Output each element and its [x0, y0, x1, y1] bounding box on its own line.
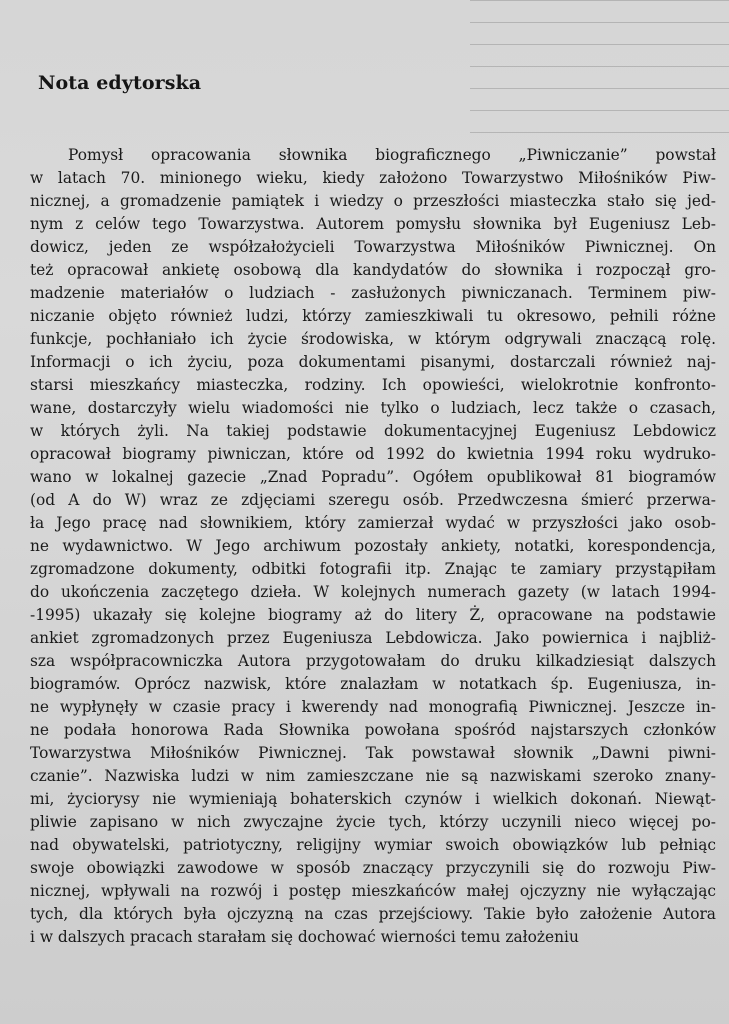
text-line: madzenie materiałów o ludziach - zasłużonych piwniczanach. Terminem piw- — [30, 284, 716, 302]
text-line: ne wydawnictwo. W Jego archiwum pozostały ankiety, notatki, korespondencja, — [30, 537, 716, 555]
text-line: i w dalszych pracach starałam się dochować wierności temu założeniu — [30, 928, 579, 946]
text-line: funkcje, pochłaniało ich życie środowiska, w którym odgrywali znaczącą rolę. — [30, 330, 716, 348]
text-line: czanie”. Nazwiska ludzi w nim zamieszczane nie są nazwiskami szeroko znany- — [30, 767, 716, 785]
text-line: tych, dla których była ojczyzną na czas przejściowy. Takie było założenie Autora — [30, 905, 716, 923]
text-line: nym z celów tego Towarzystwa. Autorem pomysłu słownika był Eugeniusz Leb- — [30, 215, 716, 233]
text-line: opracował biogramy piwniczan, które od 1992 do kwietnia 1994 roku wydruko- — [30, 445, 716, 463]
body-paragraph — [30, 144, 716, 949]
text-line: nicznej, a gromadzenie pamiątek i wiedzy o przeszłości miasteczka stało się jed- — [30, 192, 716, 210]
text-line: zgromadzone dokumenty, odbitki fotografii itp. Znając te zamiary przystąpiłam — [30, 560, 716, 578]
text-line: nicznej, wpływali na rozwój i postęp mieszkańców małej ojczyzny nie wyłączając — [30, 882, 716, 900]
text-line: -1995) ukazały się kolejne biogramy aż do litery Ż, opracowane na podstawie — [30, 606, 716, 624]
text-line: w których żyli. Na takiej podstawie dokumentacyjnej Eugeniusz Lebdowicz — [30, 422, 716, 440]
text-line: swoje obowiązki zawodowe w sposób znaczący przyczynili się do rozwoju Piw- — [30, 859, 716, 877]
section-heading: Nota edytorska — [38, 72, 202, 94]
text-line: ne podała honorowa Rada Słownika powołana spośród najstarszych członków — [30, 721, 716, 739]
text-line: Towarzystwa Miłośników Piwnicznej. Tak powstawał słownik „Dawni piwni- — [30, 744, 716, 762]
text-line: Informacji o ich życiu, poza dokumentami pisanymi, dostarczali również naj- — [30, 353, 716, 371]
text-line: starsi mieszkańcy miasteczka, rodziny. Ich opowieści, wielokrotnie konfronto- — [30, 376, 716, 394]
text-line: dowicz, jeden ze współzałożycieli Towarzystwa Miłośników Piwnicznej. On — [30, 238, 716, 256]
text-line: wano w lokalnej gazecie „Znad Popradu”. Ogółem opublikował 81 biogramów — [30, 468, 716, 486]
text-line: Pomysł opracowania słownika biograficznego „Piwniczanie” powstał — [68, 146, 716, 164]
text-line: też opracował ankietę osobową dla kandydatów do słownika i rozpoczął gro- — [30, 261, 716, 279]
text-line: pliwie zapisano w nich zwyczajne życie tych, którzy uczynili nieco więcej po- — [30, 813, 716, 831]
text-line: biogramów. Oprócz nazwisk, które znalazłam w notatkach śp. Eugeniusza, in- — [30, 675, 716, 693]
text-line: (od A do W) wraz ze zdjęciami szeregu osób. Przedwczesna śmierć przerwa- — [30, 491, 716, 509]
text-line: ne wypłynęły w czasie pracy i kwerendy nad monografią Piwnicznej. Jeszcze in- — [30, 698, 716, 716]
text-line: w latach 70. minionego wieku, kiedy założono Towarzystwo Miłośników Piw- — [30, 169, 716, 187]
bleed-through-texture — [470, 0, 729, 140]
text-line: sza współpracowniczka Autora przygotowałam do druku kilkadziesiąt dalszych — [30, 652, 716, 670]
text-line: ankiet zgromadzonych przez Eugeniusza Lebdowicza. Jako powiernica i najbliż- — [30, 629, 716, 647]
text-line: wane, dostarczyły wielu wiadomości nie tylko o ludziach, lecz także o czasach, — [30, 399, 716, 417]
text-line: nad obywatelski, patriotyczny, religijny wymiar swoich obowiązków lub pełniąc — [30, 836, 716, 854]
text-line: ła Jego pracę nad słownikiem, który zamierzał wydać w przyszłości jako osob- — [30, 514, 716, 532]
text-line: niczanie objęto również ludzi, którzy zamieszkiwali tu okresowo, pełnili różne — [30, 307, 716, 325]
text-line: mi, życiorysy nie wymieniają bohaterskich czynów i wielkich dokonań. Niewąt- — [30, 790, 716, 808]
text-line: do ukończenia zaczętego dzieła. W kolejnych numerach gazety (w latach 1994- — [30, 583, 716, 601]
